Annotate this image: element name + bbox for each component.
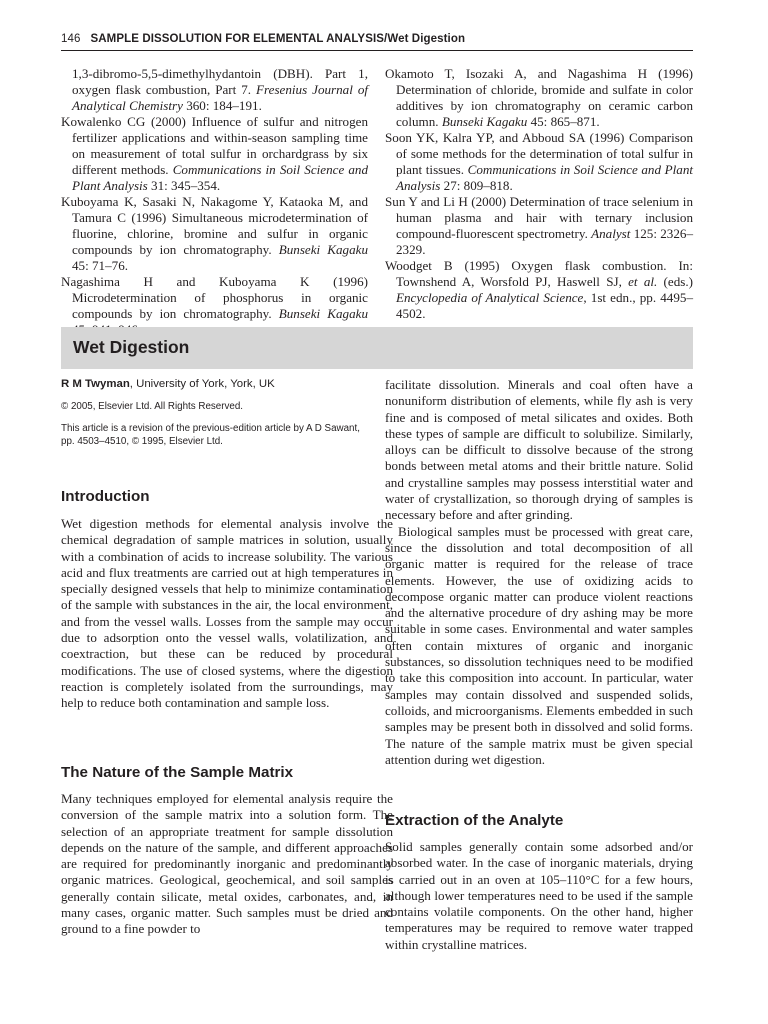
reference-item: Kowalenko CG (2000) Influence of sulfur and nitrogen fertilizer applications and within-season sampling time on measurement of total sulfur in orchardgrass by six different methods. Communications in Soil Science and Plant Analysis 31: 345–354. (61, 114, 369, 193)
sample-matrix-body-right (385, 377, 693, 768)
reference-item: Nagashima H and Kuboyama K (1996) Microdetermination of phosphorus in organic compounds by ion chromatography. Bunseki Kagaku (61, 274, 368, 321)
references-right-column (385, 66, 693, 322)
header-rule (61, 50, 693, 51)
reference-item: Woodget B (1995) Oxygen flask combustion. In: Townshend A, Worsfold PJ, Haswell SJ, et al. (eds.) Encyclopedia of Analytical Science, 1st edn., pp. 4495–4502. (385, 258, 693, 321)
byline (61, 377, 371, 391)
author-name: R M Twyman (61, 378, 130, 390)
reference-item: Sun Y and Li H (2000) Determination of trace selenium in human plasma and hair with ternary inclusion compound-fluorescent spectrometry. Analyst 125: 2326–2329. (385, 194, 693, 257)
reference-item: Kuboyama K, Sasaki N, Nakagome Y, Kataoka M, and Tamura C (1996) Simultaneous microdetermination of fluorine, chlorine, bromine and sulfur in organic compounds by ion chromatography. Bunseki Kagaku 45: 71–76. (61, 194, 368, 273)
section-heading-extraction: Extraction of the Analyte (385, 812, 564, 829)
running-head (61, 33, 693, 47)
paragraph: facilitate dissolution. Minerals and coal often have a nonuniform distribution of elements, while fly ash is very fine and is composed of metal silicates and oxides. Both these types of sample are difficult to solubilize. Similarly, alloys can be difficult to dissolve because of the strong bonds between metal atoms and their brittle nature. Solid and crystalline samples may possess interstitial water and water of crystallization, so thorough drying of samples is necessary before and after grinding. (385, 377, 693, 523)
sample-matrix-body-left (61, 791, 393, 938)
article-title-banner (61, 327, 693, 369)
copyright-notice: © 2005, Elsevier Ltd. All Rights Reserved. (61, 401, 244, 412)
reference-item: Okamoto T, Isozaki A, and Nagashima H (1996) Determination of chloride, bromide and sulfate in color additives by ion chromatography on ceramic carbon column. Bunseki Kagaku 45: 865–871. (385, 66, 693, 129)
paragraph: Solid samples generally contain some adsorbed and/or absorbed water. In the case of inorganic materials, drying is carried out in an oven at 105–110°C for a few hours, although lower temperatures need to be used if the sample contains volatile components. On the other hand, higher temperatures may be required to remove water trapped within crystalline matrices. (385, 839, 693, 952)
section-heading-introduction: Introduction (61, 488, 150, 505)
revision-note: This article is a revision of the previous-edition article by A D Sawant, pp. 4503–4510, © 1995, Elsevier Ltd. (61, 423, 360, 447)
reference-item: 1,3-dibromo-5,5-dimethylhydantoin (DBH). Part 1, oxygen flask combustion, Part 7. Fresenius Journal of Analytical Chemistry 360: 184–191. (72, 66, 368, 113)
paragraph: Many techniques employed for elemental analysis require the conversion of the sample matrix into a solution form. The selection of an appropriate treatment for sample dissolution depends on the nature of the sample, and different approaches are required for predominantly inorganic and predominantly organic matrices. Geological, geochemical, and soil samples generally contain silicate, metal oxides, carbonates, and, in many cases, organic matter. Such samples must be dried and ground to a fine powder to (61, 791, 393, 937)
paragraph: Wet digestion methods for elemental analysis involve the chemical degradation of sample matrices in solution, usually with a combination of acids to increase solubility. The various acid and flux treatments are carried out at high temperatures in specially designed vessels that help to minimize contamination of the sample with substances in the air, the local environment, and from the vessel walls. Losses from the sample may occur due to adsorption onto the vessel walls, volatilization, and coextraction, but these can be reduced by procedural modifications. The use of closed systems, where the digestion reaction is completely isolated from the surroundings, may help to reduce both contamination and sample loss. (61, 516, 393, 711)
extraction-body (385, 839, 693, 953)
author-affiliation: , University of York, York, UK (129, 378, 275, 390)
section-heading-sample-matrix: The Nature of the Sample Matrix (61, 764, 294, 781)
references-left-column (61, 66, 368, 338)
introduction-body (61, 516, 393, 712)
running-head-subtitle: /Wet Digestion (384, 33, 466, 45)
running-head-title: SAMPLE DISSOLUTION FOR ELEMENTAL ANALYSIS (90, 33, 385, 45)
reference-item: Soon YK, Kalra YP, and Abboud SA (1996) Comparison of some methods for the determination of total sulfur in plant tissues. Communications in Soil Science and Plant Analysis 27: 809–818. (385, 130, 693, 193)
page-number: 146 (61, 33, 81, 45)
paragraph: Biological samples must be processed with great care, since the dissolution and total decomposition of all organic matter is required for the release of trace elements. However, the use of oxidizing acids to decompose organic matter can produce violent reactions and the alternative procedure of dry ashing may be more suitable in some cases. Environmental and water samples often contain mixtures of organic and inorganic substances, so dissolution techniques need to be modified to take this composition into account. In particular, water samples may contain dissolved and suspended solids, colloids, and microorganisms. Elements embedded in such samples may be present both in dissolved and solid forms. The nature of the sample matrix must be given special attention during wet digestion. (385, 523, 693, 767)
article-title: Wet Digestion (73, 337, 190, 357)
